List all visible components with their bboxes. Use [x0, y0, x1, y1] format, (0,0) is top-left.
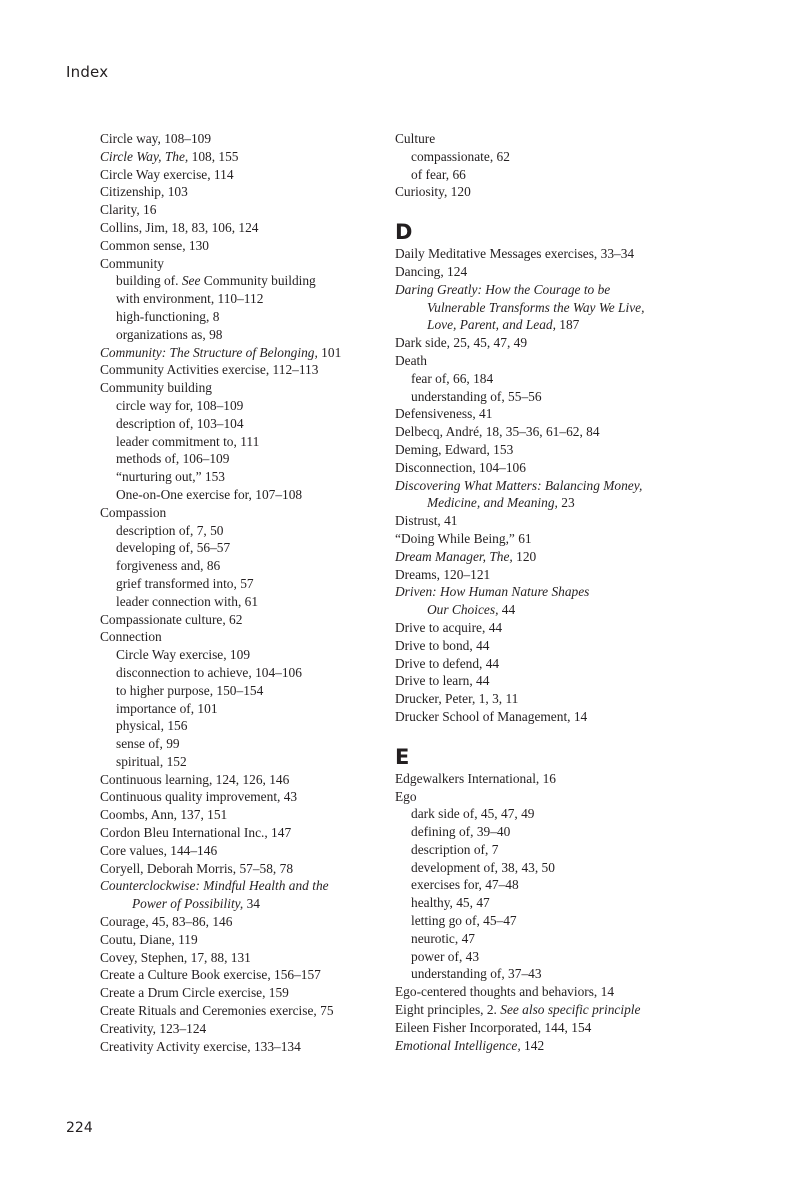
text: to higher purpose, 150–154: [116, 682, 264, 698]
index-entry: [395, 334, 715, 352]
text: building of.: [116, 273, 182, 289]
index-entry: [395, 352, 715, 370]
index-entry: [395, 423, 715, 441]
index-entry: [100, 1002, 390, 1020]
text: Collins, Jim, 18, 83, 106, 124: [100, 219, 259, 235]
index-entry-continuation: [395, 494, 715, 512]
text: organizations as, 98: [116, 326, 223, 342]
text: 142: [520, 1037, 545, 1053]
index-column-right: [395, 130, 715, 1054]
index-subentry: [100, 700, 390, 718]
text: Core values, 144–146: [100, 842, 218, 858]
text: Coutu, Diane, 119: [100, 931, 198, 947]
text: Clarity, 16: [100, 202, 157, 218]
italic-text: Our Choices,: [427, 602, 499, 618]
index-entry: [395, 637, 715, 655]
text: One-on-One exercise for, 107–108: [116, 486, 303, 502]
index-entry: [395, 619, 715, 637]
index-entry-continuation: [100, 895, 390, 913]
text: Compassionate culture, 62: [100, 611, 243, 627]
italic-text: Driven: How Human Nature Shapes: [395, 584, 590, 600]
index-entry: [100, 255, 390, 273]
text: compassionate, 62: [411, 148, 510, 164]
index-entry: [395, 708, 715, 726]
index-entry: [100, 771, 390, 789]
text: Creativity, 123–124: [100, 1020, 207, 1036]
index-subentry: [395, 166, 715, 184]
index-subentry: [100, 326, 390, 344]
text: Cordon Bleu International Inc., 147: [100, 825, 292, 841]
index-entry: [100, 806, 390, 824]
index-entry: [100, 361, 390, 379]
italic-text: Power of Possibility,: [132, 896, 244, 912]
text: neurotic, 47: [411, 930, 475, 946]
index-entry: [100, 237, 390, 255]
text: Edgewalkers International, 16: [395, 770, 557, 786]
index-subentry: [100, 450, 390, 468]
italic-text: Vulnerable Transforms the Way We Live,: [427, 299, 645, 315]
index-entry: [100, 949, 390, 967]
index-subentry: [100, 272, 390, 290]
index-entry: [100, 842, 390, 860]
index-subentry: [100, 397, 390, 415]
text: leader commitment to, 111: [116, 433, 260, 449]
index-entry: [100, 984, 390, 1002]
text: Covey, Stephen, 17, 88, 131: [100, 949, 251, 965]
text: Community building: [100, 380, 212, 396]
italic-text: Dream Manager, The,: [395, 548, 513, 564]
index-entry: [100, 788, 390, 806]
text: Deming, Edward, 153: [395, 441, 514, 457]
index-entry: [395, 655, 715, 673]
text: leader connection with, 61: [116, 593, 259, 609]
index-entry: [395, 512, 715, 530]
running-head: Index: [66, 63, 109, 81]
text: description of, 7, 50: [116, 522, 224, 538]
index-entry: [100, 504, 390, 522]
index-entry: [100, 931, 390, 949]
index-subentry: [395, 912, 715, 930]
index-subentry: [100, 308, 390, 326]
text: methods of, 106–109: [116, 451, 230, 467]
text: 108, 155: [188, 148, 239, 164]
index-subentry: [395, 841, 715, 859]
italic-text: Counterclockwise: Mindful Health and the: [100, 878, 329, 894]
index-subentry: [395, 894, 715, 912]
index-letter-heading: [395, 744, 715, 770]
index-subentry: [100, 433, 390, 451]
index-subentry: [100, 290, 390, 308]
text: Community: [100, 255, 164, 271]
text: Daily Meditative Messages exercises, 33–34: [395, 246, 635, 262]
index-entry: [100, 877, 390, 895]
text: grief transformed into, 57: [116, 575, 254, 591]
index-subentry: [100, 593, 390, 611]
index-letter-heading: [395, 219, 715, 245]
italic-text: Medicine, and Meaning,: [427, 495, 558, 511]
index-entry: [100, 166, 390, 184]
text: Create Rituals and Ceremonies exercise, 75: [100, 1003, 334, 1019]
index-entry-continuation: [395, 601, 715, 619]
text: development of, 38, 43, 50: [411, 859, 555, 875]
index-entry: [100, 379, 390, 397]
text: 101: [317, 344, 342, 360]
index-subentry: [100, 717, 390, 735]
index-entry: [100, 148, 390, 166]
text: fear of, 66, 184: [411, 370, 494, 386]
text: defining of, 39–40: [411, 824, 511, 840]
italic-text: Emotional Intelligence,: [395, 1037, 521, 1053]
index-entry-continuation: [395, 299, 715, 317]
text: with environment, 110–112: [116, 291, 264, 307]
index-subentry: [395, 823, 715, 841]
index-entry: [395, 530, 715, 548]
text: high-functioning, 8: [116, 308, 220, 324]
text: Death: [395, 352, 427, 368]
italic-text: Love, Parent, and Lead,: [427, 317, 556, 333]
index-entry: [100, 130, 390, 148]
index-entry: [395, 983, 715, 1001]
text: description of, 103–104: [116, 415, 244, 431]
italic-text: Community: The Structure of Belonging,: [100, 344, 318, 360]
text: understanding of, 55–56: [411, 388, 542, 404]
index-subentry: [395, 148, 715, 166]
index-entry: [395, 788, 715, 806]
index-entry: [395, 566, 715, 584]
text: disconnection to achieve, 104–106: [116, 664, 302, 680]
index-entry: [100, 966, 390, 984]
index-subentry: [100, 646, 390, 664]
index-entry: [100, 201, 390, 219]
index-entry: [395, 405, 715, 423]
index-entry: [395, 130, 715, 148]
index-subentry: [100, 486, 390, 504]
index-subentry: [100, 557, 390, 575]
text: healthy, 45, 47: [411, 895, 490, 911]
index-subentry: [395, 370, 715, 388]
index-subentry: [395, 965, 715, 983]
index-subentry: [100, 664, 390, 682]
text: Connection: [100, 629, 162, 645]
text: Curiosity, 120: [395, 184, 471, 200]
text: Drucker, Peter, 1, 3, 11: [395, 691, 519, 707]
index-entry: [395, 245, 715, 263]
text: sense of, 99: [116, 736, 180, 752]
italic-text: See also specific principle: [500, 1002, 641, 1018]
index-entry-continuation: [395, 316, 715, 334]
text: E: [395, 744, 410, 769]
italic-text: Circle Way, The,: [100, 148, 189, 164]
index-subentry: [100, 539, 390, 557]
text: 34: [243, 896, 260, 912]
index-entry: [100, 1020, 390, 1038]
text: Creativity Activity exercise, 133–134: [100, 1038, 301, 1054]
text: Courage, 45, 83–86, 146: [100, 914, 233, 930]
index-entry: [395, 583, 715, 601]
text: dark side of, 45, 47, 49: [411, 806, 535, 822]
index-entry: [395, 548, 715, 566]
text: Community Activities exercise, 112–113: [100, 362, 319, 378]
index-entry: [395, 1019, 715, 1037]
text: Dark side, 25, 45, 47, 49: [395, 335, 528, 351]
page-number: 224: [66, 1120, 93, 1136]
index-entry: [395, 1001, 715, 1019]
index-subentry: [395, 948, 715, 966]
text: Common sense, 130: [100, 237, 209, 253]
text: forgiveness and, 86: [116, 558, 221, 574]
text: Delbecq, André, 18, 35–36, 61–62, 84: [395, 424, 600, 440]
index-entry: [395, 1037, 715, 1055]
text: Dancing, 124: [395, 263, 468, 279]
text: Disconnection, 104–106: [395, 459, 526, 475]
index-entry: [395, 263, 715, 281]
text: Circle Way exercise, 109: [116, 647, 251, 663]
text: Circle Way exercise, 114: [100, 166, 234, 182]
text: Drive to acquire, 44: [395, 619, 503, 635]
index-column-left: [100, 130, 390, 1055]
index-subentry: [100, 753, 390, 771]
index-entry: [395, 459, 715, 477]
text: Eight principles, 2.: [395, 1002, 501, 1018]
text: understanding of, 37–43: [411, 966, 542, 982]
index-subentry: [395, 930, 715, 948]
text: Citizenship, 103: [100, 184, 188, 200]
text: 23: [557, 495, 575, 511]
index-entry: [100, 913, 390, 931]
index-entry: [395, 183, 715, 201]
text: circle way for, 108–109: [116, 397, 244, 413]
text: Drucker School of Management, 14: [395, 708, 588, 724]
italic-text: Discovering What Matters: Balancing Money,: [395, 477, 643, 493]
text: Create a Culture Book exercise, 156–157: [100, 967, 321, 983]
index-subentry: [100, 468, 390, 486]
index-entry: [395, 672, 715, 690]
text: Community building: [200, 273, 316, 289]
text: Defensiveness, 41: [395, 406, 493, 422]
index-subentry: [100, 415, 390, 433]
text: Continuous quality improvement, 43: [100, 789, 298, 805]
text: description of, 7: [411, 841, 499, 857]
index-subentry: [395, 805, 715, 823]
text: “Doing While Being,” 61: [395, 530, 532, 546]
text: Create a Drum Circle exercise, 159: [100, 985, 289, 1001]
index-subentry: [100, 735, 390, 753]
text: Ego-centered thoughts and behaviors, 14: [395, 984, 615, 1000]
index-entry: [100, 628, 390, 646]
text: 44: [498, 602, 516, 618]
index-subentry: [100, 522, 390, 540]
index-entry: [100, 183, 390, 201]
italic-text: Daring Greatly: How the Courage to be: [395, 281, 611, 297]
text: Ego: [395, 788, 417, 804]
index-subentry: [395, 876, 715, 894]
index-subentry: [395, 859, 715, 877]
index-entry: [100, 1038, 390, 1056]
text: Coombs, Ann, 137, 151: [100, 807, 228, 823]
text: Circle way, 108–109: [100, 131, 212, 146]
text: of fear, 66: [411, 166, 466, 182]
index-entry: [395, 770, 715, 788]
text: 187: [555, 317, 580, 333]
index-subentry: [100, 682, 390, 700]
text: spiritual, 152: [116, 753, 187, 769]
text: Continuous learning, 124, 126, 146: [100, 771, 290, 787]
index-subentry: [395, 388, 715, 406]
italic-text: See: [181, 273, 201, 289]
text: Dreams, 120–121: [395, 566, 491, 582]
text: importance of, 101: [116, 700, 218, 716]
index-entry: [100, 219, 390, 237]
text: 120: [512, 548, 537, 564]
text: Drive to bond, 44: [395, 637, 490, 653]
index-entry: [100, 860, 390, 878]
text: physical, 156: [116, 718, 188, 734]
text: D: [395, 220, 413, 245]
index-entry: [395, 477, 715, 495]
index-entry: [395, 281, 715, 299]
text: Coryell, Deborah Morris, 57–58, 78: [100, 860, 294, 876]
text: Culture: [395, 131, 436, 146]
text: Distrust, 41: [395, 513, 458, 529]
text: Eileen Fisher Incorporated, 144, 154: [395, 1019, 592, 1035]
index-entry: [395, 690, 715, 708]
text: letting go of, 45–47: [411, 913, 517, 929]
text: “nurturing out,” 153: [116, 469, 225, 485]
text: Drive to learn, 44: [395, 673, 490, 689]
text: Compassion: [100, 504, 167, 520]
index-subentry: [100, 575, 390, 593]
text: Drive to defend, 44: [395, 655, 500, 671]
index-entry: [100, 824, 390, 842]
text: exercises for, 47–48: [411, 877, 519, 893]
index-entry: [100, 344, 390, 362]
index-entry: [100, 611, 390, 629]
text: developing of, 56–57: [116, 540, 231, 556]
text: power of, 43: [411, 948, 480, 964]
index-entry: [395, 441, 715, 459]
